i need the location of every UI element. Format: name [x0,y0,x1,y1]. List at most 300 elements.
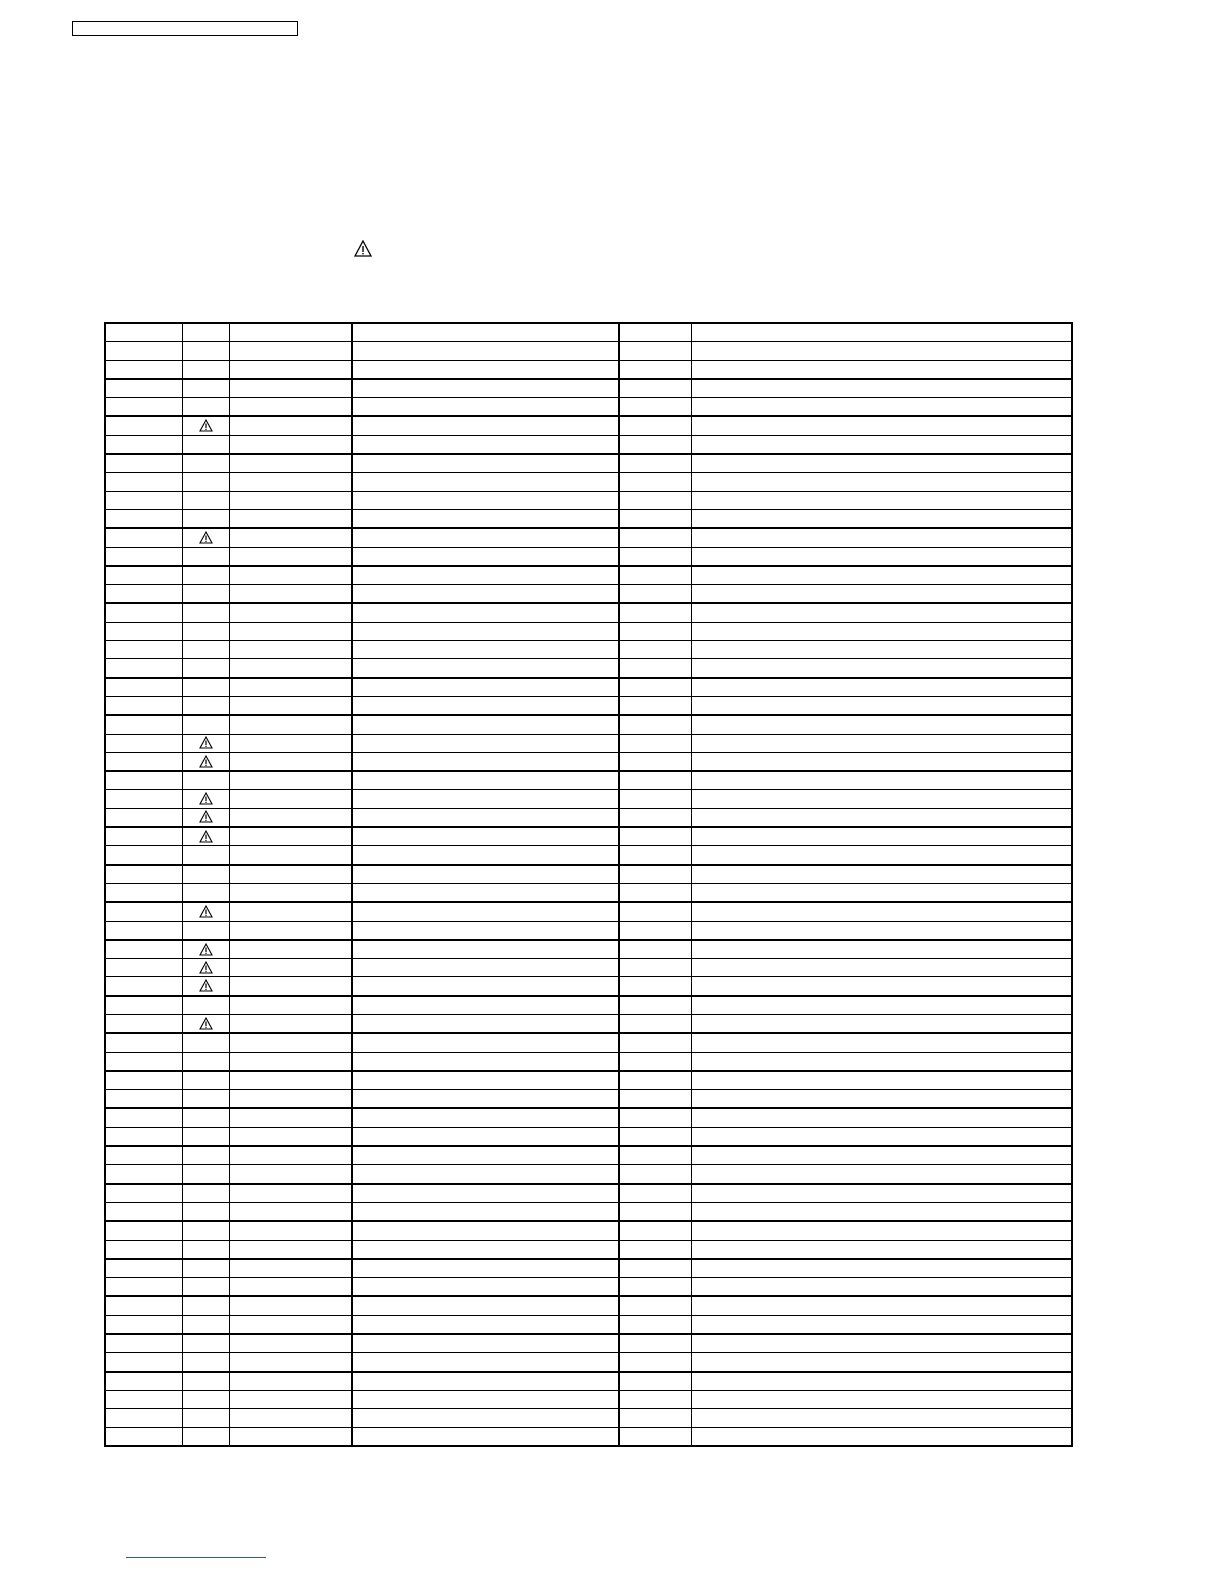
safety-warning-icon [199,531,213,544]
part-no-cell [229,360,352,379]
remarks-cell [691,416,1072,435]
ref-no-cell [105,1334,182,1353]
part-no-cell [229,1334,352,1353]
part-name-cell [352,1334,619,1353]
safety-cell [182,509,229,528]
remarks-cell [691,1278,1072,1297]
part-no-cell [229,1165,352,1184]
ref-no-cell [105,771,182,790]
safety-warning-icon [199,755,213,768]
ref-no-cell [105,790,182,808]
pcs-cell [619,641,691,659]
pcs-cell [619,790,691,808]
pcs-cell [619,1278,691,1297]
part-no-cell [229,715,352,734]
safety-cell [182,323,229,342]
part-name-cell [352,622,619,640]
part-no-cell [229,921,352,940]
table-row [105,1334,1072,1353]
table-row [105,734,1072,752]
part-name-cell [352,473,619,491]
part-name-cell [352,491,619,509]
remarks-cell [691,585,1072,604]
safety-cell [182,603,229,622]
ref-no-cell [105,1259,182,1278]
part-name-cell [352,977,619,996]
safety-cell [182,1108,229,1127]
remarks-cell [691,528,1072,547]
ref-no-cell [105,1184,182,1203]
ref-no-cell [105,323,182,342]
pcs-cell [619,603,691,622]
safety-cell [182,1014,229,1033]
pcs-cell [619,865,691,884]
ref-no-cell [105,1278,182,1297]
safety-cell [182,1409,229,1427]
ref-no-cell [105,528,182,547]
pcs-cell [619,454,691,473]
pcs-cell [619,846,691,865]
remarks-cell [691,678,1072,697]
table-row [105,883,1072,902]
table-row [105,1278,1072,1297]
pcs-cell [619,959,691,977]
pcs-cell [619,1184,691,1203]
remarks-cell [691,473,1072,491]
part-no-cell [229,454,352,473]
pcs-cell [619,1033,691,1052]
part-no-cell [229,1427,352,1446]
pcs-cell [619,1071,691,1090]
table-row [105,1427,1072,1446]
part-no-cell [229,1372,352,1391]
ref-no-cell [105,379,182,398]
part-name-cell [352,865,619,884]
safety-cell [182,379,229,398]
part-no-cell [229,1278,352,1297]
table-row [105,566,1072,585]
part-no-cell [229,659,352,678]
ref-no-cell [105,1014,182,1033]
safety-cell [182,473,229,491]
part-no-cell [229,491,352,509]
part-name-cell [352,454,619,473]
part-name-cell [352,1165,619,1184]
ref-no-cell [105,342,182,360]
safety-warning-icon [199,979,213,992]
part-name-cell [352,752,619,771]
table-row [105,678,1072,697]
table-row [105,342,1072,360]
pcs-cell [619,547,691,566]
pcs-cell [619,379,691,398]
pcs-cell [619,1202,691,1221]
safety-cell [182,566,229,585]
ref-no-cell [105,715,182,734]
table-row [105,1108,1072,1127]
remarks-cell [691,865,1072,884]
part-no-cell [229,547,352,566]
safety-warning-icon [199,810,213,823]
remarks-cell [691,1296,1072,1315]
pcs-cell [619,1390,691,1408]
remarks-cell [691,1390,1072,1408]
safety-cell [182,659,229,678]
table-row [105,1202,1072,1221]
part-name-cell [352,1184,619,1203]
table-row [105,1296,1072,1315]
ref-no-cell [105,416,182,435]
part-name-cell [352,379,619,398]
remarks-cell [691,1184,1072,1203]
ref-no-cell [105,996,182,1015]
safety-warning-icon [199,419,213,432]
safety-cell [182,1296,229,1315]
table-row [105,1165,1072,1184]
ref-no-cell [105,1372,182,1391]
remarks-cell [691,1372,1072,1391]
table-row [105,528,1072,547]
ref-no-cell [105,585,182,604]
table-row [105,416,1072,435]
remarks-cell [691,752,1072,771]
ref-no-cell [105,1146,182,1165]
safety-cell [182,752,229,771]
safety-warning-icon [199,961,213,974]
remarks-cell [691,790,1072,808]
part-no-cell [229,1052,352,1071]
pcs-cell [619,1353,691,1372]
pcs-cell [619,659,691,678]
part-name-cell [352,696,619,715]
remarks-cell [691,1071,1072,1090]
part-name-cell [352,1278,619,1297]
table-row [105,1353,1072,1372]
pcs-cell [619,1052,691,1071]
part-no-cell [229,641,352,659]
part-name-cell [352,1427,619,1446]
part-no-cell [229,1390,352,1408]
part-no-cell [229,1202,352,1221]
ref-no-cell [105,435,182,454]
remarks-cell [691,1202,1072,1221]
part-no-cell [229,1108,352,1127]
part-no-cell [229,1409,352,1427]
remarks-cell [691,1334,1072,1353]
part-no-cell [229,473,352,491]
remarks-cell [691,1427,1072,1446]
remarks-cell [691,734,1072,752]
safety-cell [182,921,229,940]
pcs-cell [619,1146,691,1165]
ref-no-cell [105,1221,182,1240]
ref-no-cell [105,883,182,902]
table-row [105,865,1072,884]
table-row [105,1315,1072,1334]
ref-no-cell [105,1390,182,1408]
part-name-cell [352,1202,619,1221]
remarks-cell [691,1409,1072,1427]
part-no-cell [229,977,352,996]
remarks-cell [691,827,1072,846]
table-row [105,509,1072,528]
part-name-cell [352,566,619,585]
safety-cell [182,547,229,566]
pcs-cell [619,342,691,360]
table-row [105,1052,1072,1071]
table-row [105,977,1072,996]
pcs-cell [619,940,691,959]
part-name-cell [352,1409,619,1427]
part-name-cell [352,1014,619,1033]
part-name-cell [352,959,619,977]
safety-cell [182,360,229,379]
ref-no-cell [105,1202,182,1221]
safety-cell [182,528,229,547]
part-no-cell [229,379,352,398]
part-no-cell [229,398,352,417]
part-no-cell [229,752,352,771]
remarks-cell [691,1353,1072,1372]
safety-cell [182,416,229,435]
part-name-cell [352,323,619,342]
part-name-cell [352,1221,619,1240]
table-row [105,1372,1072,1391]
pcs-cell [619,416,691,435]
pcs-cell [619,509,691,528]
safety-cell [182,1278,229,1297]
safety-cell [182,771,229,790]
safety-cell [182,1146,229,1165]
table-row [105,323,1072,342]
safety-cell [182,1259,229,1278]
safety-cell [182,902,229,921]
pcs-cell [619,771,691,790]
pcs-cell [619,1372,691,1391]
table-row [105,959,1072,977]
pcs-cell [619,585,691,604]
part-name-cell [352,1071,619,1090]
safety-cell [182,734,229,752]
table-row [105,641,1072,659]
part-no-cell [229,940,352,959]
part-no-cell [229,323,352,342]
part-no-cell [229,1315,352,1334]
safety-cell [182,940,229,959]
remarks-cell [691,846,1072,865]
table-row [105,379,1072,398]
remarks-cell [691,342,1072,360]
part-name-cell [352,641,619,659]
safety-cell [182,622,229,640]
part-name-cell [352,846,619,865]
table-row [105,715,1072,734]
part-no-cell [229,528,352,547]
remarks-cell [691,902,1072,921]
safety-cell [182,1033,229,1052]
ref-no-cell [105,603,182,622]
safety-warning-icon [199,792,213,805]
part-name-cell [352,1033,619,1052]
remarks-cell [691,435,1072,454]
remarks-cell [691,360,1072,379]
pcs-cell [619,1165,691,1184]
pcs-cell [619,678,691,697]
safety-cell [182,715,229,734]
table-row [105,1390,1072,1408]
part-no-cell [229,416,352,435]
ref-no-cell [105,752,182,771]
table-row [105,473,1072,491]
safety-cell [182,1427,229,1446]
part-name-cell [352,940,619,959]
part-no-cell [229,566,352,585]
ref-no-cell [105,1052,182,1071]
safety-cell [182,808,229,827]
safety-cell [182,1052,229,1071]
table-row [105,1240,1072,1259]
ref-no-cell [105,827,182,846]
ref-no-cell [105,659,182,678]
part-no-cell [229,1240,352,1259]
pcs-cell [619,734,691,752]
part-name-cell [352,342,619,360]
pcs-cell [619,1240,691,1259]
pcs-cell [619,808,691,827]
safety-cell [182,865,229,884]
part-name-cell [352,1353,619,1372]
table-row [105,603,1072,622]
safety-warning-icon [199,1017,213,1030]
safety-warning-icon [199,736,213,749]
part-name-cell [352,1146,619,1165]
remarks-cell [691,921,1072,940]
ref-no-cell [105,1296,182,1315]
remarks-cell [691,883,1072,902]
table-row [105,398,1072,417]
table-row [105,921,1072,940]
part-name-cell [352,734,619,752]
table-row [105,808,1072,827]
safety-cell [182,959,229,977]
table-row [105,1071,1072,1090]
ref-no-cell [105,398,182,417]
safety-cell [182,1202,229,1221]
safety-cell [182,1165,229,1184]
safety-cell [182,491,229,509]
table-row [105,1409,1072,1427]
table-row [105,435,1072,454]
ref-no-cell [105,454,182,473]
pcs-cell [619,996,691,1015]
part-no-cell [229,342,352,360]
ref-no-cell [105,902,182,921]
safety-cell [182,454,229,473]
table-row [105,771,1072,790]
part-no-cell [229,1127,352,1146]
part-name-cell [352,771,619,790]
part-name-cell [352,1390,619,1408]
safety-cell [182,1127,229,1146]
table-row [105,622,1072,640]
pcs-cell [619,883,691,902]
part-no-cell [229,1014,352,1033]
table-row [105,454,1072,473]
pcs-cell [619,566,691,585]
part-name-cell [352,1127,619,1146]
part-no-cell [229,1221,352,1240]
part-no-cell [229,1259,352,1278]
safety-cell [182,790,229,808]
table-row [105,1221,1072,1240]
part-no-cell [229,808,352,827]
ref-no-cell [105,1127,182,1146]
remarks-cell [691,808,1072,827]
part-name-cell [352,659,619,678]
safety-cell [182,996,229,1015]
table-row [105,846,1072,865]
part-name-cell [352,1240,619,1259]
part-no-cell [229,996,352,1015]
remarks-cell [691,454,1072,473]
safety-cell [182,678,229,697]
part-name-cell [352,603,619,622]
ref-no-cell [105,1033,182,1052]
part-name-cell [352,1259,619,1278]
ref-no-cell [105,1353,182,1372]
ref-no-cell [105,566,182,585]
ref-no-cell [105,734,182,752]
remarks-cell [691,696,1072,715]
table-row [105,1014,1072,1033]
ref-no-cell [105,846,182,865]
pcs-cell [619,622,691,640]
pcs-cell [619,1296,691,1315]
remarks-cell [691,379,1072,398]
remarks-cell [691,1127,1072,1146]
table-row [105,790,1072,808]
part-no-cell [229,827,352,846]
pcs-cell [619,435,691,454]
ref-no-cell [105,1165,182,1184]
remarks-cell [691,659,1072,678]
ref-no-cell [105,622,182,640]
table-row [105,547,1072,566]
ref-no-cell [105,473,182,491]
safety-warning-icon [354,240,372,257]
part-name-cell [352,416,619,435]
part-name-cell [352,921,619,940]
part-no-cell [229,603,352,622]
part-name-cell [352,547,619,566]
remarks-cell [691,1259,1072,1278]
safety-cell [182,1334,229,1353]
part-name-cell [352,585,619,604]
remarks-cell [691,641,1072,659]
ref-no-cell [105,1315,182,1334]
part-no-cell [229,790,352,808]
part-name-cell [352,715,619,734]
part-no-cell [229,1090,352,1109]
remarks-cell [691,1165,1072,1184]
parts-list-table [104,322,1073,1447]
part-no-cell [229,734,352,752]
safety-cell [182,641,229,659]
ref-no-cell [105,1427,182,1446]
table-row [105,940,1072,959]
part-name-cell [352,1315,619,1334]
footer-link-underline[interactable] [126,1557,266,1558]
